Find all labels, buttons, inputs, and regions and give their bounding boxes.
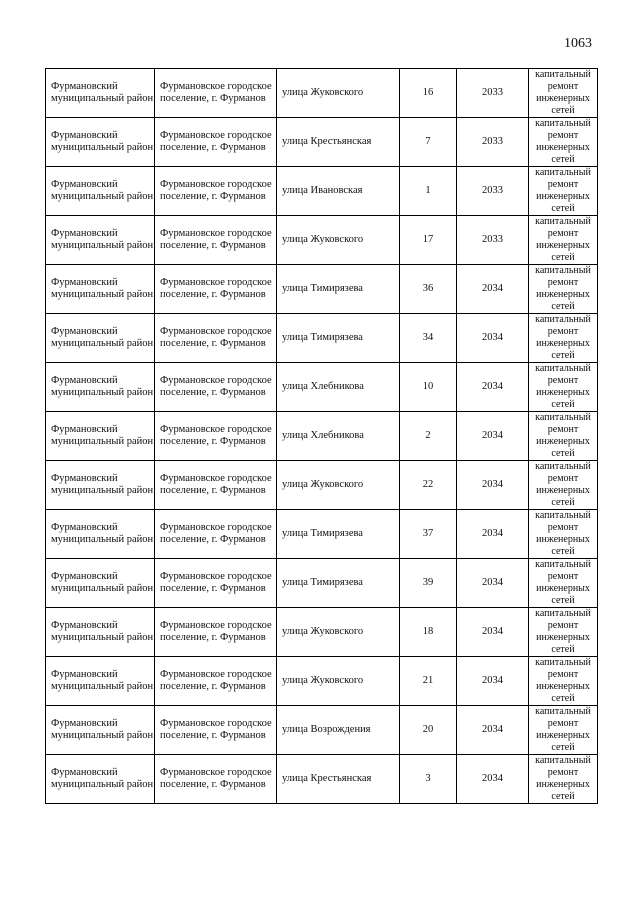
- district-cell: Фурмановский муниципальный район: [46, 265, 155, 314]
- settlement-cell: Фурмановское городское поселение, г. Фурманов: [155, 755, 277, 804]
- district-cell: Фурмановский муниципальный район: [46, 216, 155, 265]
- table-row: [46, 363, 598, 412]
- work-type-cell: капитальный ремонт инженерных сетей: [529, 118, 598, 167]
- street-cell: улица Ивановская: [277, 167, 400, 216]
- settlement-cell: Фурмановское городское поселение, г. Фурманов: [155, 69, 277, 118]
- settlement-cell: Фурмановское городское поселение, г. Фурманов: [155, 118, 277, 167]
- year-cell: 2034: [457, 510, 529, 559]
- work-type-cell: капитальный ремонт инженерных сетей: [529, 216, 598, 265]
- street-cell: улица Тимирязева: [277, 559, 400, 608]
- house-number-cell: 20: [400, 706, 457, 755]
- house-number-cell: 34: [400, 314, 457, 363]
- settlement-cell: Фурмановское городское поселение, г. Фурманов: [155, 314, 277, 363]
- district-cell: Фурмановский муниципальный район: [46, 412, 155, 461]
- table-body: [46, 69, 598, 804]
- table-row: [46, 118, 598, 167]
- settlement-cell: Фурмановское городское поселение, г. Фурманов: [155, 363, 277, 412]
- work-type-cell: капитальный ремонт инженерных сетей: [529, 608, 598, 657]
- year-cell: 2034: [457, 461, 529, 510]
- table-row: [46, 314, 598, 363]
- district-cell: Фурмановский муниципальный район: [46, 118, 155, 167]
- table-row: [46, 167, 598, 216]
- district-cell: Фурмановский муниципальный район: [46, 608, 155, 657]
- housing-repair-table: [45, 68, 598, 804]
- house-number-cell: 2: [400, 412, 457, 461]
- settlement-cell: Фурмановское городское поселение, г. Фурманов: [155, 559, 277, 608]
- settlement-cell: Фурмановское городское поселение, г. Фурманов: [155, 216, 277, 265]
- house-number-cell: 36: [400, 265, 457, 314]
- year-cell: 2034: [457, 412, 529, 461]
- table-row: [46, 559, 598, 608]
- work-type-cell: капитальный ремонт инженерных сетей: [529, 657, 598, 706]
- settlement-cell: Фурмановское городское поселение, г. Фурманов: [155, 706, 277, 755]
- street-cell: улица Крестьянская: [277, 118, 400, 167]
- settlement-cell: Фурмановское городское поселение, г. Фурманов: [155, 412, 277, 461]
- table-row: [46, 412, 598, 461]
- district-cell: Фурмановский муниципальный район: [46, 167, 155, 216]
- settlement-cell: Фурмановское городское поселение, г. Фурманов: [155, 510, 277, 559]
- street-cell: улица Хлебникова: [277, 412, 400, 461]
- district-cell: Фурмановский муниципальный район: [46, 510, 155, 559]
- district-cell: Фурмановский муниципальный район: [46, 314, 155, 363]
- settlement-cell: Фурмановское городское поселение, г. Фурманов: [155, 461, 277, 510]
- district-cell: Фурмановский муниципальный район: [46, 363, 155, 412]
- house-number-cell: 7: [400, 118, 457, 167]
- settlement-cell: Фурмановское городское поселение, г. Фурманов: [155, 608, 277, 657]
- street-cell: улица Хлебникова: [277, 363, 400, 412]
- street-cell: улица Крестьянская: [277, 755, 400, 804]
- house-number-cell: 10: [400, 363, 457, 412]
- work-type-cell: капитальный ремонт инженерных сетей: [529, 706, 598, 755]
- district-cell: Фурмановский муниципальный район: [46, 559, 155, 608]
- house-number-cell: 39: [400, 559, 457, 608]
- work-type-cell: капитальный ремонт инженерных сетей: [529, 69, 598, 118]
- district-cell: Фурмановский муниципальный район: [46, 706, 155, 755]
- settlement-cell: Фурмановское городское поселение, г. Фурманов: [155, 265, 277, 314]
- year-cell: 2033: [457, 167, 529, 216]
- table-row: [46, 216, 598, 265]
- work-type-cell: капитальный ремонт инженерных сетей: [529, 363, 598, 412]
- district-cell: Фурмановский муниципальный район: [46, 461, 155, 510]
- street-cell: улица Жуковского: [277, 216, 400, 265]
- work-type-cell: капитальный ремонт инженерных сетей: [529, 167, 598, 216]
- district-cell: Фурмановский муниципальный район: [46, 755, 155, 804]
- year-cell: 2034: [457, 755, 529, 804]
- year-cell: 2034: [457, 559, 529, 608]
- settlement-cell: Фурмановское городское поселение, г. Фурманов: [155, 657, 277, 706]
- district-cell: Фурмановский муниципальный район: [46, 69, 155, 118]
- table-row: [46, 657, 598, 706]
- year-cell: 2033: [457, 216, 529, 265]
- street-cell: улица Жуковского: [277, 608, 400, 657]
- table-row: [46, 608, 598, 657]
- work-type-cell: капитальный ремонт инженерных сетей: [529, 755, 598, 804]
- house-number-cell: 18: [400, 608, 457, 657]
- table-row: [46, 706, 598, 755]
- work-type-cell: капитальный ремонт инженерных сетей: [529, 510, 598, 559]
- year-cell: 2034: [457, 706, 529, 755]
- street-cell: улица Тимирязева: [277, 265, 400, 314]
- house-number-cell: 17: [400, 216, 457, 265]
- work-type-cell: капитальный ремонт инженерных сетей: [529, 559, 598, 608]
- street-cell: улица Тимирязева: [277, 314, 400, 363]
- table-row: [46, 755, 598, 804]
- house-number-cell: 21: [400, 657, 457, 706]
- street-cell: улица Жуковского: [277, 461, 400, 510]
- year-cell: 2033: [457, 118, 529, 167]
- house-number-cell: 3: [400, 755, 457, 804]
- house-number-cell: 37: [400, 510, 457, 559]
- year-cell: 2034: [457, 608, 529, 657]
- table-row: [46, 461, 598, 510]
- house-number-cell: 1: [400, 167, 457, 216]
- house-number-cell: 22: [400, 461, 457, 510]
- street-cell: улица Возрождения: [277, 706, 400, 755]
- year-cell: 2034: [457, 657, 529, 706]
- street-cell: улица Тимирязева: [277, 510, 400, 559]
- work-type-cell: капитальный ремонт инженерных сетей: [529, 412, 598, 461]
- page-number: 1063: [564, 36, 592, 51]
- settlement-cell: Фурмановское городское поселение, г. Фурманов: [155, 167, 277, 216]
- table-row: [46, 265, 598, 314]
- year-cell: 2033: [457, 69, 529, 118]
- year-cell: 2034: [457, 363, 529, 412]
- house-number-cell: 16: [400, 69, 457, 118]
- work-type-cell: капитальный ремонт инженерных сетей: [529, 314, 598, 363]
- work-type-cell: капитальный ремонт инженерных сетей: [529, 461, 598, 510]
- street-cell: улица Жуковского: [277, 657, 400, 706]
- district-cell: Фурмановский муниципальный район: [46, 657, 155, 706]
- year-cell: 2034: [457, 265, 529, 314]
- table-row: [46, 510, 598, 559]
- table-row: [46, 69, 598, 118]
- street-cell: улица Жуковского: [277, 69, 400, 118]
- year-cell: 2034: [457, 314, 529, 363]
- work-type-cell: капитальный ремонт инженерных сетей: [529, 265, 598, 314]
